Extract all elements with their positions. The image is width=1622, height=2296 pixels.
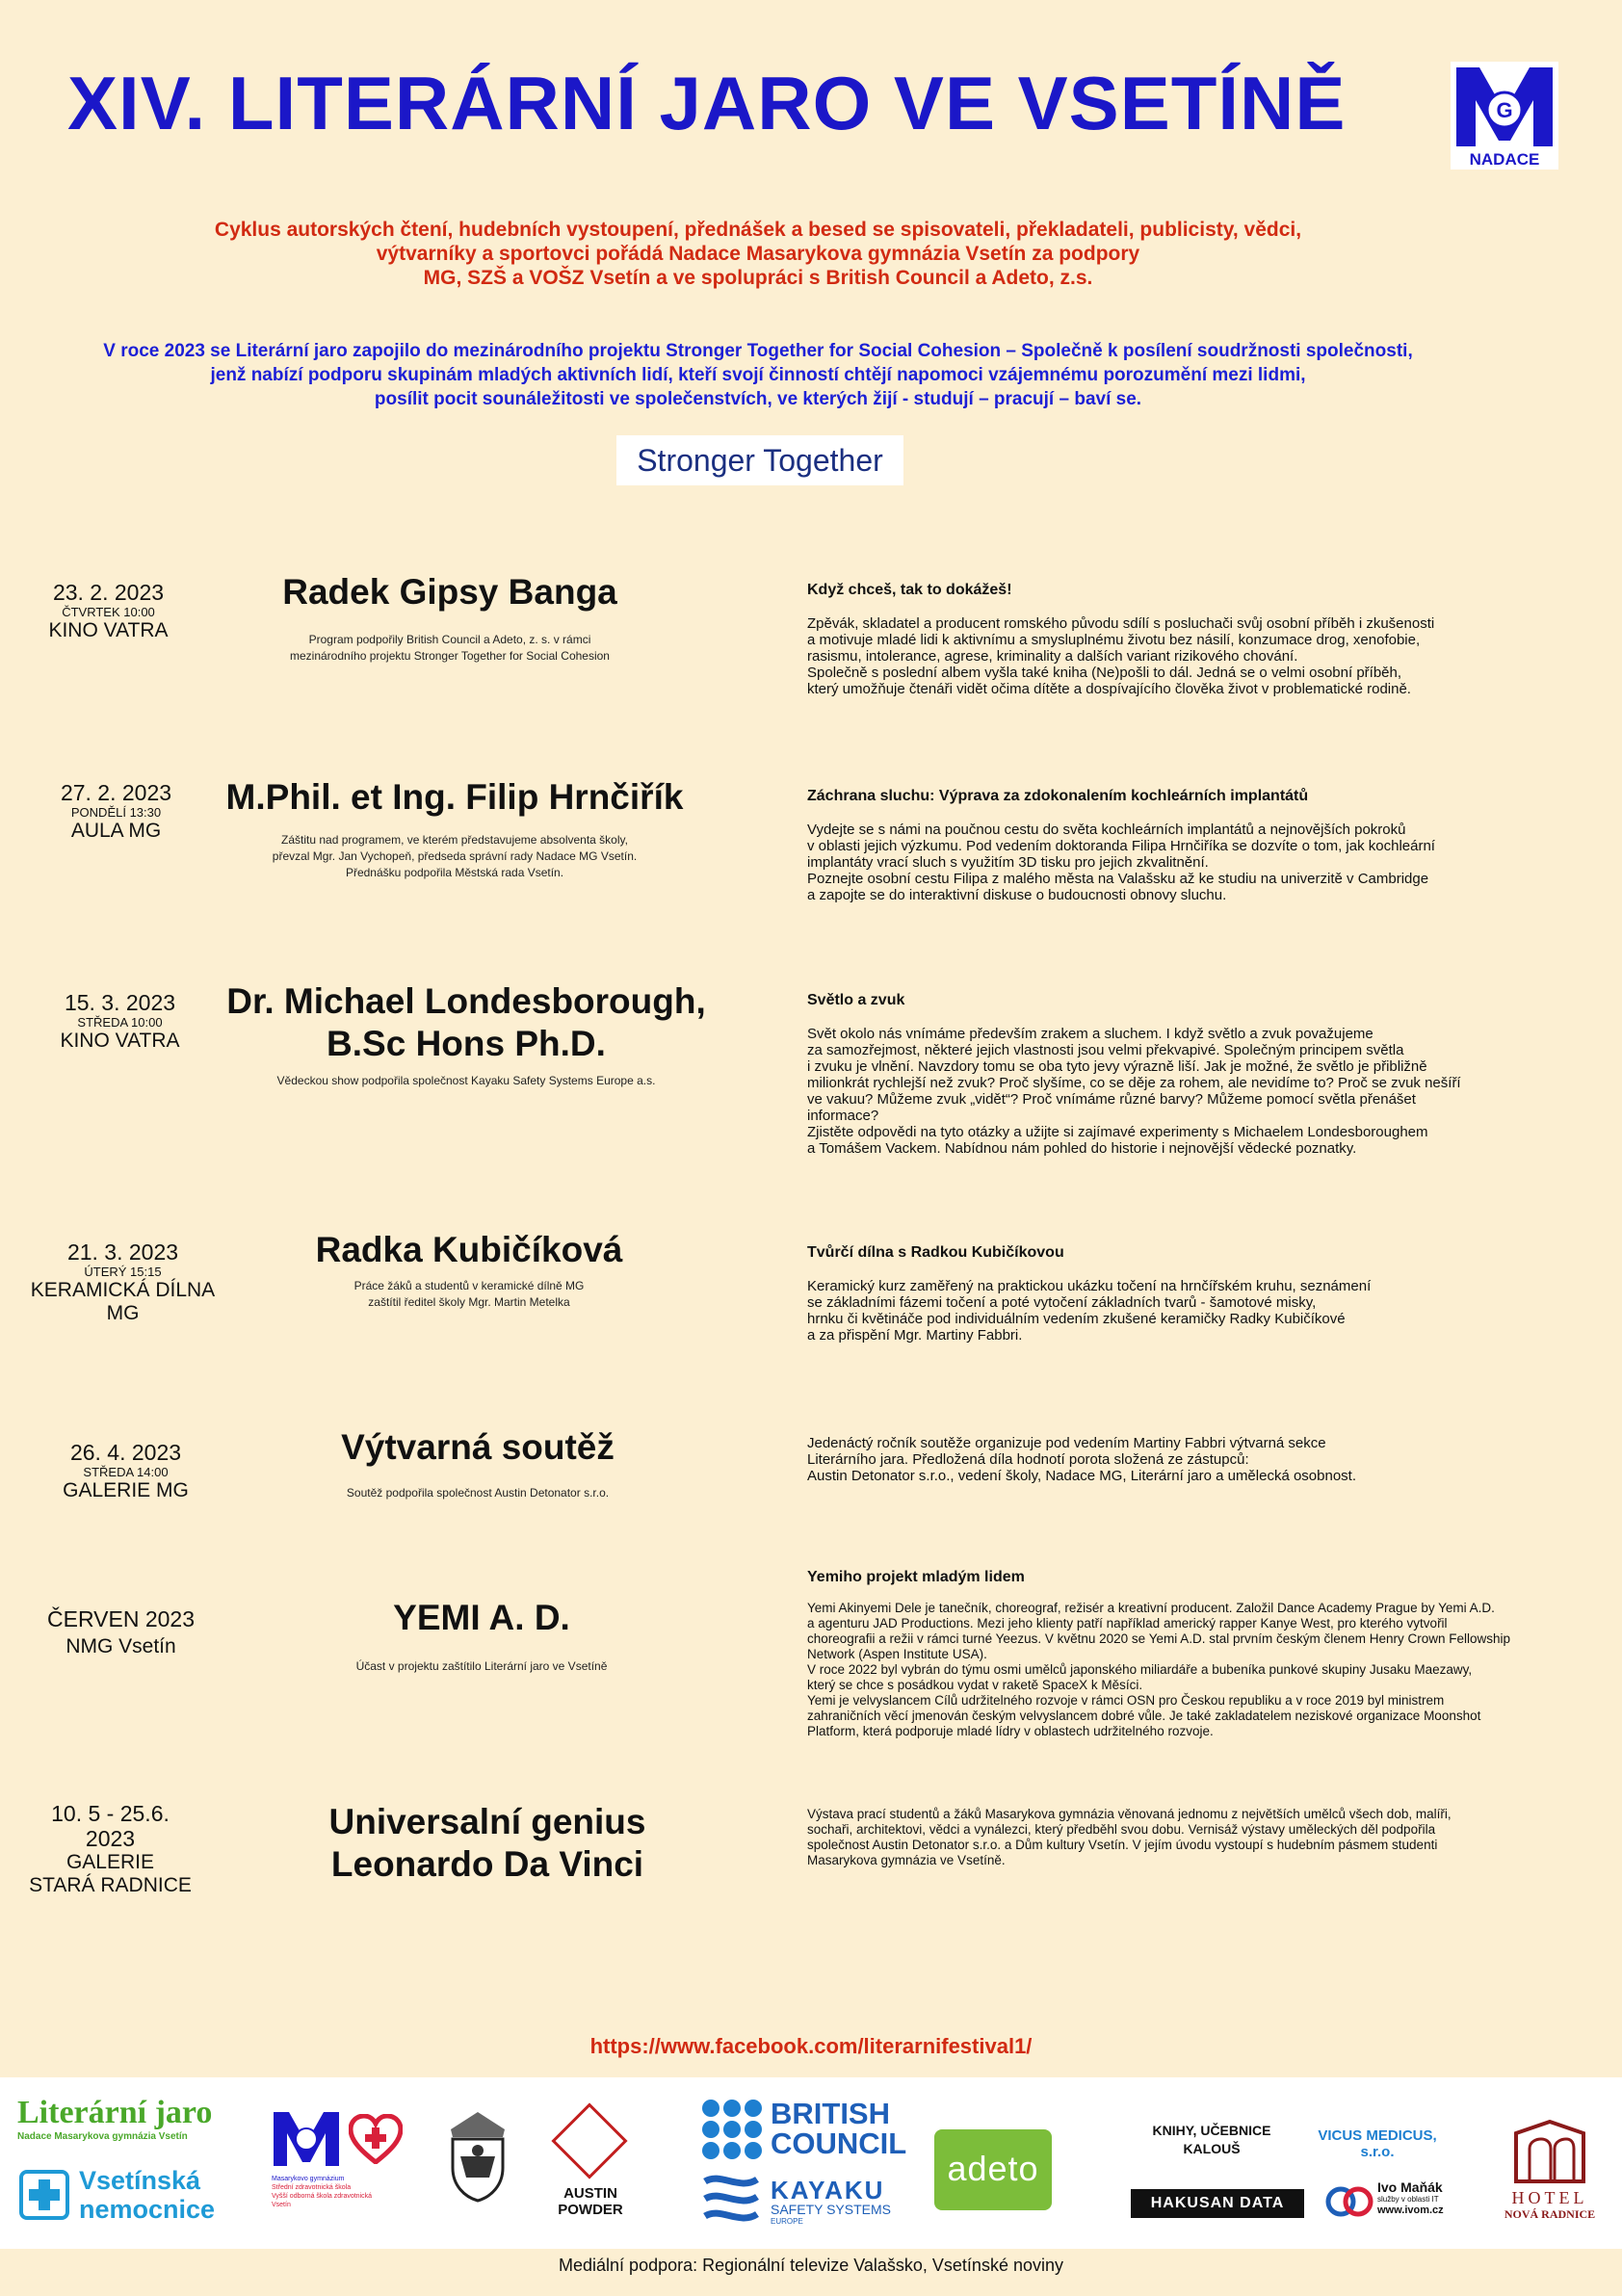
mg-szs-line: Masarykovo gymnázium [272,2176,345,2182]
vsetinska-nemocnice-logo [19,2162,231,2230]
event-desc-line: Yemi Akinyemi Dele je tanečník, choreograf, režisér a kreativní producent. Založil Dance Academy Prague by Yemi A.D. [807,1601,1495,1615]
hakusan-data-logo: HAKUSAN DATA [1131,2189,1304,2218]
event-place: GALERIE MG [63,1479,189,1501]
british-council-text [771,2099,906,2158]
ivo-rings-icon [1325,2185,1373,2218]
adeto-text: adeto [947,2149,1039,2188]
ivo-manak-text [1377,2179,1444,2217]
literarni-jaro-sub: Nadace Masarykova gymnázia Vsetín [17,2131,188,2142]
kayaku-line: EUROPE [771,2217,803,2226]
event-desc-line: Masarykova gymnázia ve Vsetíně. [807,1853,1006,1867]
event-desc-line: Vydejte se s námi na poučnou cestu do světa kochleárních implantátů a nejnovějších pokroků [807,822,1406,838]
hotel-line: HOTEL [1511,2188,1588,2207]
hotel-nova-radnice-logo [1487,2120,1612,2226]
cross-icon [19,2170,69,2220]
nadace-logo-label: NADACE [1469,150,1540,169]
event-place: GALERIE [65,1851,155,1873]
event-day: ÚTERÝ 15:15 [84,1265,162,1279]
event-desc-line: Keramický kurz zaměřený na praktickou ukázku točení na hrnčířském kruhu, seznámení [807,1278,1372,1294]
event-day: STŘEDA 14:00 [83,1465,169,1479]
event-note-line: zaštítil ředitel školy Mgr. Martin Metelka [368,1295,570,1309]
austin-powder-logo [537,2114,643,2220]
event-note-line: Záštitu nad programem, ve kterém představujeme absolventa školy, [281,833,628,847]
vicus-medicus-logo: VICUS MEDICUS, s.r.o. [1318,2127,1437,2160]
event-desc-head: Záchrana sluchu: Výprava za zdokonalením kochleárních implantátů [807,788,1309,804]
event-desc-line: Zjistěte odpovědi na tyto otázky a užijte si zajímavé experimenty s Michaelem Londesboroughem [807,1124,1428,1140]
event-desc-line: Svět okolo nás vnímáme především zrakem a sluchem. I když světlo a zvuk považujeme [807,1026,1373,1042]
british-council-line: BRITISH [771,2097,890,2130]
event-description [807,992,1518,1157]
event-desc-line: a za přispění Mgr. Martiny Fabbri. [807,1327,1023,1344]
event-desc-line: Literárního jara. Předložená díla hodnotí porota složená ze zástupců: [807,1451,1249,1468]
event-desc-head: Tvůrčí dílna s Radkou Kubičíkovou [807,1244,1064,1261]
event-date: ČERVEN 2023 [47,1606,195,1631]
literarni-jaro-logo [17,2095,229,2142]
facebook-link[interactable]: https://www.facebook.com/literarnifestival1/ [589,2034,1033,2058]
event-desc-line: hrnku či květináče pod individuálním vedením zkušené keramičky Radky Kubičíkové [807,1311,1346,1327]
mg-szs-line: Vyšší odborná škola zdravotnická [272,2193,373,2200]
coat-of-arms-icon [441,2108,514,2205]
ivo-line: Ivo Maňák [1377,2179,1443,2195]
event-note [142,632,758,665]
event-note-line: převzal Mgr. Jan Vychopeň, předseda správní rady Nadace MG Vsetín. [272,849,638,863]
event-desc-line: zahraničních věcí jmenován českým velvyslancem dobré vůle. Je také zakladatelem neziskové organizace Moonshot [807,1709,1481,1723]
event-day: ČTVRTEK 10:00 [62,605,155,619]
event-description [807,582,1518,697]
event-desc-head: Když chceš, tak to dokážeš! [807,582,1012,598]
event-title-line: B.Sc Hons Ph.D. [327,1024,606,1063]
event-desc-line: Yemi je velvyslancem Cílů udržitelného rozvoje v rámci OSN pro Českou republiku a v roce 2019 byl ministrem [807,1693,1445,1708]
kayaku-text [771,2178,891,2226]
event-desc-line: a zapojte se do interaktivní diskuse o budoucnosti obnovy sluchu. [807,887,1227,903]
media-support: Mediální podpora: Regionální televize Valašsko, Vsetínské noviny [559,2256,1063,2275]
event-title: Výtvarná soutěž [341,1427,615,1467]
event-title: Radek Gipsy Banga [282,572,617,612]
intro-blue-line: posílit pocit sounáležitosti ve společenstvích, ve kterých žijí - studují – pracují – baví se. [374,389,1142,409]
stronger-together-label: Stronger Together [616,435,903,485]
mg-logo-icon [272,2110,341,2168]
event-note [173,1658,790,1675]
event-desc-line: se základními fázemi točení a poté vytočení základních tvarů - šamotové misky, [807,1294,1317,1311]
event-desc-line: informace? [807,1108,879,1124]
event-title-line: Dr. Michael Londesborough, [226,981,706,1021]
intro-red-text [0,218,1516,290]
event-day: STŘEDA 10:00 [77,1015,163,1030]
literarni-jaro-text: Literární jaro [17,2095,213,2130]
event-desc-line: Austin Detonator s.r.o., vedení školy, Nadace MG, Literární jaro a umělecká osobnost. [807,1468,1357,1484]
event-description [807,1807,1518,1868]
event-desc-line: Poznejte osobní cestu Filipa z malého města na Valašsku až ke studiu na univerzitě v Cambridge [807,871,1429,887]
event-place: KERAMICKÁ DÍLNA [30,1279,216,1301]
kayaku-wave-icon [701,2172,761,2226]
intro-red-line: výtvarníky a sportovci pořádá Nadace Masarykova gymnázia Vsetín za podpory [376,243,1140,265]
ivo-line: služby v oblasti IT [1377,2195,1439,2204]
event-title: Radka Kubičíková [315,1230,623,1269]
event-desc-line: i zvuku je vlnění. Navzdory tomu se oba tyto jevy výrazně liší. Jak je možné, že světlo je přibližně [807,1058,1427,1075]
event-title [179,1801,796,1886]
event-note [146,832,763,881]
knihy-kalous-text [1125,2122,1298,2158]
british-council-dots-icon [701,2099,763,2160]
event-note [170,1485,786,1501]
event-day: 2023 [85,1826,136,1851]
event-note-line: Práce žáků a studentů v keramické dílně MG [353,1279,585,1292]
intro-red-line: Cyklus autorských čtení, hudebních vystoupení, přednášek a besed se spisovateli, překladateli, publicisty, vědci, [214,219,1302,241]
knihy-kalous-logo [1125,2122,1298,2158]
event-desc-line: a Tomášem Vackem. Nabídnou nám pohled do historie i nejnovější vědecké poznatky. [807,1140,1357,1157]
event-description [807,1244,1518,1344]
event-note-line: Přednášku podpořila Městská rada Vsetín. [345,866,564,879]
event-desc-line: Jedenáctý ročník soutěže organizuje pod vedením Martiny Fabbri výtvarná sekce [807,1435,1326,1451]
event-desc-line: který umožňuje čtenáři vidět očima dítěte a dospívajícího člověka život v problematické rodině. [807,681,1411,697]
event-date: 23. 2. 2023 [52,580,165,605]
event-description [807,1570,1518,1739]
mg-szs-line: Střední zdravotnická škola [272,2184,352,2191]
event-title: YEMI A. D. [393,1598,570,1637]
austin-text: AUSTIN POWDER [558,2185,623,2218]
hotel-text [1487,2188,1612,2221]
event-place: NMG Vsetín [65,1635,176,1657]
event-desc-line: Platform, která podporuje mladé lídry v oblastech udržitelného rozvoje. [807,1724,1214,1738]
event-description [807,1435,1518,1484]
adeto-logo [934,2129,1052,2210]
mg-szs-logo [272,2110,416,2226]
event-day: PONDĚLÍ 13:30 [70,805,162,820]
intro-blue-line: V roce 2023 se Literární jaro zapojilo do mezinárodního projektu Stronger Together for Social Cohesion – Společně k posílení soudržnosti společnosti, [103,341,1413,361]
event-date: 15. 3. 2023 [64,990,176,1015]
event-desc-head: Světlo a zvuk [807,992,905,1008]
event-desc-line: a agenturu JAD Productions. Mezi jeho klienty patří například americký rapper Kanye West, pro kterého vytvořil [807,1616,1448,1631]
event-place: STARÁ RADNICE [29,1874,192,1896]
event-date: 21. 3. 2023 [66,1239,179,1265]
kayaku-logo [701,2172,913,2239]
partners-strip [0,2077,1622,2249]
mg-szs-line: Vsetín [272,2202,291,2208]
event-desc-line: Výstava prací studentů a žáků Masarykova gymnázia věnovaná jednomu z největších umělců všech dob, malíři, [807,1807,1452,1821]
intro-red-line: MG, SZŠ a VOŠZ Vsetín a ve spolupráci s British Council a Adeto, z.s. [423,267,1093,289]
heart-icon [349,2114,403,2164]
event-title [158,980,774,1065]
event-desc-line: milionkrát rychlejší než zvuk? Proč slyšíme, co se děje za rohem, ale nevidíme to? Proč se zvuk nešíří [807,1075,1461,1091]
event-place: KINO VATRA [48,619,169,641]
event-desc-line: Zpěvák, skladatel a producent romského původu sdílí s posluchači svůj osobní příběh i zkušenosti [807,615,1435,632]
nadace-logo [1451,62,1558,170]
event-note-line: Účast v projektu zaštítilo Literární jaro ve Vsetíně [355,1659,608,1673]
hotel-line: NOVÁ RADNICE [1504,2207,1596,2221]
austin-diamond-icon [551,2102,627,2179]
event-place: MG [106,1302,140,1324]
event-desc-line: Network (Aspen Institute USA). [807,1647,987,1661]
event-desc-line: implantáty vrací sluch s využitím 3D tisku pro jejich zkvalitnění. [807,854,1209,871]
event-title: M.Phil. et Ing. Filip Hrnčiřík [225,777,684,817]
event-note-line: Soutěž podpořila společnost Austin Detonator s.r.o. [346,1486,610,1500]
event-note-line: Program podpořily British Council a Adeto, z. s. v rámci [308,633,591,646]
event-place: KINO VATRA [60,1030,180,1052]
poster-title: XIV. LITERÁRNÍ JARO VE VSETÍNĚ [67,61,1347,145]
intro-blue-text [0,339,1516,411]
intro-blue-line: jenž nabízí podporu skupinám mladých aktivních lidí, kteří svojí činností chtějí napomoci vzájemnému porozumění mezi lidmi, [210,365,1306,385]
event-desc-line: Společně s poslední albem vyšla také kniha (Ne)pošli to dál. Jedná se o velmi osobní příběh, [807,665,1402,681]
event-desc-line: a motivuje mladé lidi k aktivnímu a smysluplnému životu bez násilí, konzumace drog, xenofobie, [807,632,1421,648]
event-title-line: Leonardo Da Vinci [330,1844,644,1884]
event-desc-line: ve vakuu? Můžeme zvuk „vidět“? Proč vnímáme různé barvy? Můžeme pomocí světla přenášet [807,1091,1416,1108]
event-desc-line: sochaři, architektovi, vědci a vynálezci, který předběhl svou dobu. Vernisáž výstavy uměleckých děl podpořila [807,1822,1436,1837]
knihy-line: KALOUŠ [1183,2141,1241,2156]
event-title-line: Universalní genius [328,1802,646,1841]
event-date: 26. 4. 2023 [69,1440,182,1465]
event-description [807,788,1518,903]
event-note-line: Vědeckou show podpořila společnost Kayaku Safety Systems Europe a.s. [276,1074,656,1087]
event-note-line: mezinárodního projektu Stronger Together for Social Cohesion [290,649,610,663]
event-place: AULA MG [70,820,162,842]
ivo-line: www.ivom.cz [1377,2205,1444,2216]
event-desc-head: Yemiho projekt mladým lidem [807,1569,1025,1585]
ivo-manak-logo [1325,2178,1470,2226]
event-desc-line: V roce 2022 byl vybrán do týmu osmi umělců japonského miliardáře a bubeníka punkové skupiny Jusaku Maezawy, [807,1662,1473,1677]
nadace-logo-g: G [1496,98,1513,122]
event-desc-line: za samozřejmost, některé jejich vlastnosti jsou velmi překvapivé. Společným principem světla [807,1042,1404,1058]
event-desc-line: který se chce s posádkou vydat v raketě SpaceX k Měsíci. [807,1678,1143,1692]
mg-szs-text [272,2175,416,2209]
event-desc-line: choreografii a režii v rámci turné Yeezus. V květnu 2020 se Yemi A.D. stal prvním českým členem Henry Crown Fellowship [807,1631,1511,1646]
nemocnice-text: Vsetínská nemocnice [79,2166,216,2224]
british-council-line: COUNCIL [771,2126,907,2160]
kayaku-line: KAYAKU [771,2176,885,2205]
kayaku-line: SAFETY SYSTEMS [771,2202,891,2217]
british-council-logo [701,2099,913,2166]
event-desc-line: v oblasti jejich výzkumu. Pod vedením doktoranda Filipa Hrnčiříka se dozvíte o tom, jak kochleární [807,838,1435,854]
hotel-building-icon [1487,2120,1612,2183]
event-desc-line: rasismu, intolerance, agrese, kriminality a dalších variant rizikového chování. [807,648,1298,665]
event-date: 27. 2. 2023 [60,780,172,805]
event-desc-line: společnost Austin Detonator s.r.o. a Dům kultury Vsetín. V jejím úvodu vystoupí s hudebním pásmem studenti [807,1838,1438,1852]
event-note [161,1278,777,1311]
knihy-line: KNIHY, UČEBNICE [1152,2123,1271,2138]
event-date: 10. 5 - 25.6. [51,1801,170,1826]
event-note [158,1073,774,1089]
